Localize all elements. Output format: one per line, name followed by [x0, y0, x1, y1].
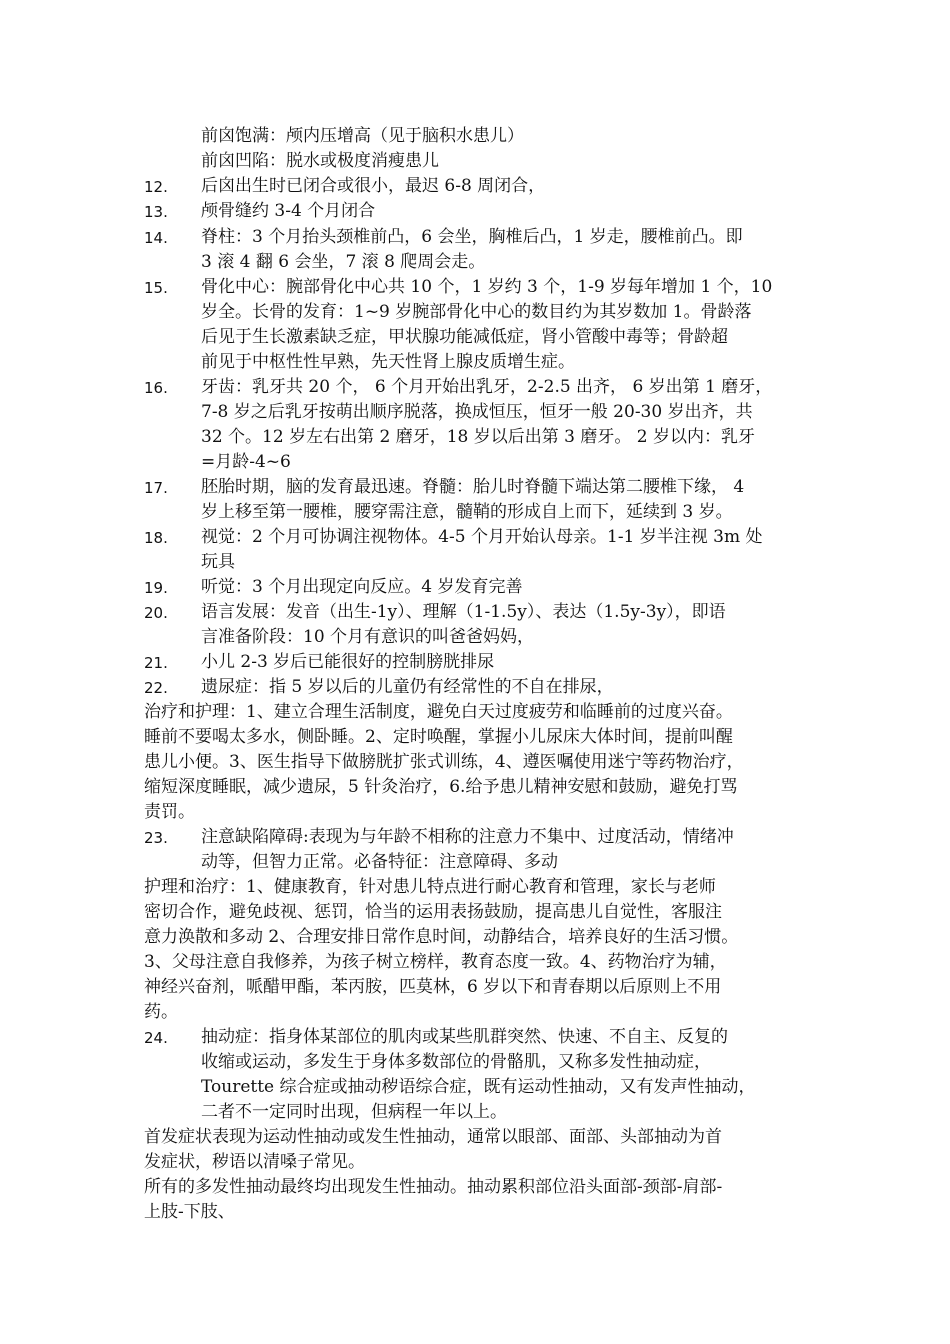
text-line: 遗尿症：指 5 岁以后的儿童仍有经常性的不自在排尿， [201, 677, 614, 697]
text-line: 后见于生长激素缺乏症，甲状腺功能减低症，肾小管酸中毒等；骨龄超 [201, 327, 728, 347]
list-number: 24. [144, 1029, 168, 1047]
list-number: 21. [144, 654, 168, 672]
paragraph-line: 发症状，秽语以清嗓子常见。 [144, 1152, 365, 1172]
paragraph-line: 首发症状表现为运动性抽动或发生性抽动，通常以眼部、面部、头部抽动为首 [144, 1127, 722, 1147]
text-line: 玩具 [201, 552, 235, 572]
list-number: 18. [144, 529, 168, 547]
text-line: 语言发展：发音（出生-1y）、理解（1-1.5y）、表达（1.5y-3y），即语 [201, 602, 726, 622]
text-line: 岁上移至第一腰椎，腰穿需注意，髓鞘的形成自上而下，延续到 3 岁。 [201, 502, 733, 522]
paragraph-line: 责罚。 [144, 802, 195, 822]
paragraph-line: 患儿小便。3、医生指导下做膀胱扩张式训练，4、遵医嘱使用迷宁等药物治疗， [144, 752, 744, 772]
paragraph-line: 所有的多发性抽动最终均出现发生性抽动。抽动累积部位沿头面部-颈部-肩部- [144, 1177, 723, 1197]
paragraph-line: 3、父母注意自我修养，为孩子树立榜样，教育态度一致。4、药物治疗为辅， [144, 952, 727, 972]
list-number: 13. [144, 203, 168, 221]
list-number: 15. [144, 279, 168, 297]
text-line: 听觉：3 个月出现定向反应。4 岁发育完善 [201, 577, 523, 597]
text-line: 动等，但智力正常。必备特征：注意障碍、多动 [201, 852, 558, 872]
paragraph-line: 意力涣散和多动 2、合理安排日常作息时间，动静结合，培养良好的生活习惯。 [144, 927, 739, 947]
text-line: =月龄-4~6 [201, 452, 291, 472]
text-line: 言准备阶段：10 个月有意识的叫爸爸妈妈， [201, 627, 535, 647]
paragraph-line: 缩短深度睡眠，减少遗尿，5 针灸治疗，6.给予患儿精神安慰和鼓励，避免打骂 [144, 777, 738, 797]
text-line: 7-8 岁之后乳牙按萌出顺序脱落，换成恒压，恒牙一般 20-30 岁出齐，共 [201, 402, 753, 422]
text-line: 胚胎时期，脑的发育最迅速。脊髓：胎儿时脊髓下端达第二腰椎下缘， 4 [201, 477, 745, 497]
paragraph-line: 神经兴奋剂，哌醋甲酯，苯丙胺，匹莫林，6 岁以下和青春期以后原则上不用 [144, 977, 722, 997]
list-number: 16. [144, 379, 168, 397]
list-number: 14. [144, 229, 168, 247]
paragraph-line: 上肢-下肢、 [144, 1202, 235, 1222]
text-line: 前见于中枢性性早熟，先天性肾上腺皮质增生症。 [201, 352, 575, 372]
text-line: 注意缺陷障碍:表现为与年龄不相称的注意力不集中、过度活动，情绪冲 [201, 827, 734, 847]
list-number: 19. [144, 579, 168, 597]
text-line: 脊柱：3 个月抬头颈椎前凸，6 会坐，胸椎后凸，1 岁走，腰椎前凸。即 [201, 227, 743, 247]
text-line: 颅骨缝约 3-4 个月闭合 [201, 201, 376, 221]
list-number: 12. [144, 178, 168, 196]
text-line: 后囟出生时已闭合或很小，最迟 6-8 周闭合， [201, 176, 546, 196]
paragraph-line: 药。 [144, 1002, 178, 1022]
text-line: 收缩或运动，多发生于身体多数部位的骨骼肌，又称多发性抽动症， [201, 1052, 711, 1072]
paragraph-line: 密切合作，避免歧视、惩罚，恰当的运用表扬鼓励，提高患儿自觉性，客服注 [144, 902, 722, 922]
text-line: 3 滚 4 翻 6 会坐，7 滚 8 爬周会走。 [201, 252, 486, 272]
list-number: 23. [144, 829, 168, 847]
text-line: 骨化中心：腕部骨化中心共 10 个，1 岁约 3 个，1-9 岁每年增加 1 个，10 [201, 277, 773, 297]
list-number: 17. [144, 479, 168, 497]
text-line: 小儿 2-3 岁后已能很好的控制膀胱排尿 [201, 652, 495, 672]
text-line: 二者不一定同时出现，但病程一年以上。 [201, 1102, 507, 1122]
list-number: 20. [144, 604, 168, 622]
text-line: 岁全。长骨的发育：1~9 岁腕部骨化中心的数目约为其岁数加 1。骨龄落 [201, 302, 752, 322]
paragraph-line: 治疗和护理：1、建立合理生活制度，避免白天过度疲劳和临睡前的过度兴奋。 [144, 702, 733, 722]
paragraph-line: 护理和治疗：1、健康教育，针对患儿特点进行耐心教育和管理，家长与老师 [144, 877, 716, 897]
text-line: 前囟饱满：颅内压增高（见于脑积水患儿） [201, 126, 524, 146]
text-line: Tourette 综合症或抽动秽语综合症，既有运动性抽动，又有发声性抽动， [201, 1077, 756, 1097]
text-line: 视觉：2 个月可协调注视物体。4-5 个月开始认母亲。1-1 岁半注视 3m 处 [201, 527, 763, 547]
list-number: 22. [144, 679, 168, 697]
text-line: 抽动症：指身体某部位的肌肉或某些肌群突然、快速、不自主、反复的 [201, 1027, 728, 1047]
text-line: 牙齿：乳牙共 20 个， 6 个月开始出乳牙，2-2.5 出齐， 6 岁出第 1 磨牙， [201, 377, 773, 397]
text-line: 前囟凹陷：脱水或极度消瘦患儿 [201, 151, 439, 171]
paragraph-line: 睡前不要喝太多水，侧卧睡。2、定时唤醒，掌握小儿尿床大体时间，提前叫醒 [144, 727, 733, 747]
text-line: 32 个。12 岁左右出第 2 磨牙，18 岁以后出第 3 磨牙。 2 岁以内：乳牙 [201, 427, 755, 447]
